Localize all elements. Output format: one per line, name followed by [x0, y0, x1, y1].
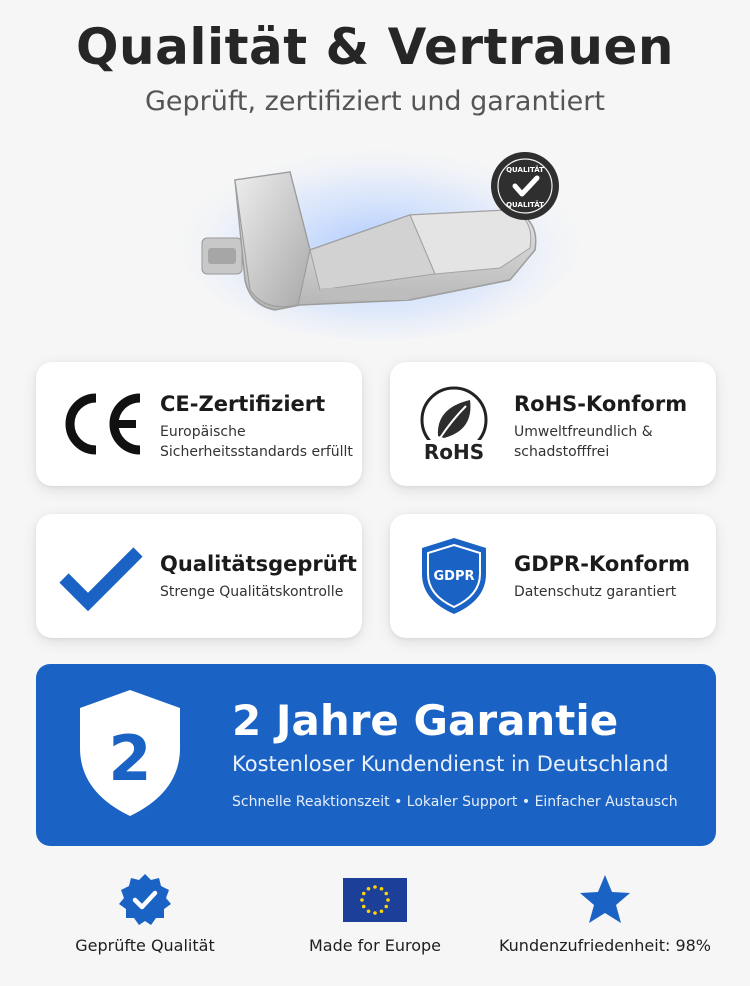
warranty-shield-icon [74, 688, 186, 818]
rohs-title: RoHS-Konform [514, 392, 688, 416]
eu-star [380, 887, 384, 891]
product-image [180, 140, 580, 350]
badge-europe [250, 872, 500, 955]
eu-flag-icon [250, 872, 500, 928]
badge-satisfaction-label: Kundenzufriedenheit: 98% [498, 936, 712, 955]
eu-star [384, 905, 388, 909]
badge-satisfaction [480, 872, 730, 955]
warranty-points: Schnelle Reaktionszeit • Lokaler Support • Einfacher Austausch [232, 794, 678, 810]
badge-quality-label: Geprüfte Qualität [75, 936, 215, 955]
ce-card [36, 362, 362, 486]
verified-badge-icon [20, 872, 270, 928]
star-icon [480, 872, 730, 928]
gdpr-title: GDPR-Konform [514, 552, 691, 576]
eu-star [373, 885, 377, 889]
quality-title: Qualitätsgeprüft [160, 552, 357, 576]
ce-mark-icon [56, 384, 144, 464]
eu-star [386, 898, 390, 902]
eu-star [384, 892, 388, 896]
eu-star [367, 887, 371, 891]
page-subtitle: Geprüft, zertifiziert und garantiert [145, 86, 605, 117]
rohs-card [390, 362, 716, 486]
gdpr-shield-icon [410, 536, 498, 616]
seal-text-bottom: QUALITÄT [506, 201, 544, 209]
badge-quality [20, 872, 270, 955]
warranty-banner [36, 664, 716, 846]
eu-star [367, 909, 371, 913]
quality-desc: Strenge Qualitätskontrolle [160, 584, 344, 600]
ce-desc: Europäische Sicherheitsstandards erfüllt [160, 424, 353, 460]
warranty-number: 2 [108, 722, 152, 795]
eu-star [380, 909, 384, 913]
rohs-icon-text: RoHS [423, 440, 485, 464]
page-title: Qualität & Vertrauen [75, 18, 674, 76]
gdpr-desc: Datenschutz garantiert [514, 584, 677, 600]
eu-star [362, 892, 366, 896]
warranty-subtitle: Kostenloser Kundendienst in Deutschland [232, 752, 669, 776]
warranty-title: 2 Jahre Garantie [232, 696, 619, 745]
gdpr-icon-text: GDPR [433, 569, 475, 584]
gdpr-card [390, 514, 716, 638]
checkmark-icon [56, 536, 144, 616]
seal-text-top: QUALITÄT [506, 166, 544, 174]
eu-star [360, 898, 364, 902]
badge-europe-label: Made for Europe [308, 936, 442, 955]
rohs-icon [410, 384, 498, 464]
eu-star [373, 911, 377, 915]
ce-title: CE-Zertifiziert [160, 392, 326, 416]
quality-card [36, 514, 362, 638]
rohs-desc: Umweltfreundlich & schadstofffrei [514, 424, 653, 460]
eu-star [362, 905, 366, 909]
